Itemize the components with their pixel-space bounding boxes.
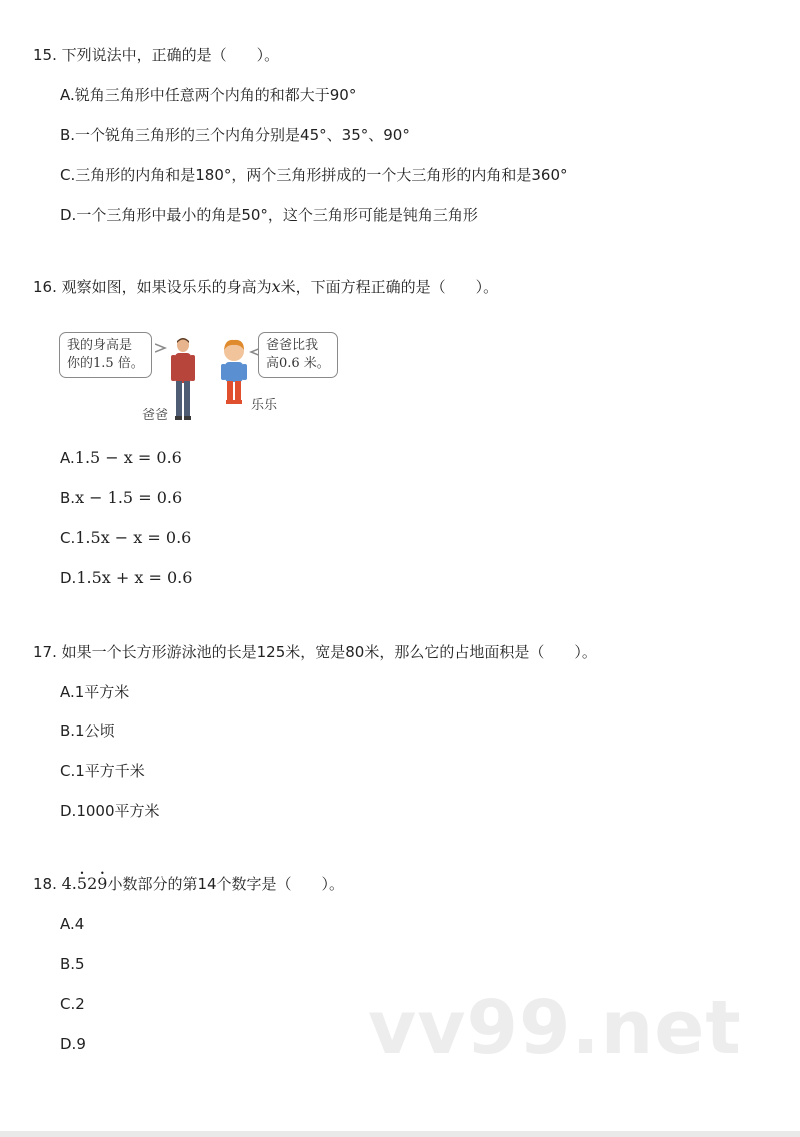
repeat-end-digit: • 9 (97, 874, 107, 894)
question-18-option-c[interactable]: C.2 (60, 995, 85, 1013)
question-18-stem (33, 874, 344, 894)
question-17-option-d[interactable]: D.1000平方米 (60, 802, 160, 820)
question-17-option-a[interactable]: A.1平方米 (60, 683, 130, 701)
option-equation: 1.5 − x = 0.6 (74, 448, 182, 467)
dad-label: 爸爸 (142, 408, 169, 423)
question-17-option-c[interactable]: C.1平方千米 (60, 762, 145, 780)
option-letter: C. (60, 529, 76, 547)
option-equation: 1.5x + x = 0.6 (76, 568, 193, 587)
question-18-option-a[interactable]: A.4 (60, 915, 85, 933)
option-letter: D. (60, 569, 77, 587)
option-equation: x − 1.5 = 0.6 (75, 488, 183, 507)
decimal-middle-digit: 2 (87, 874, 98, 893)
question-16-option-d[interactable] (60, 568, 192, 588)
option-equation: 1.5x − x = 0.6 (75, 528, 192, 547)
dad-bubble-line1: 我的身高是 (67, 338, 133, 353)
question-16-variable: x (271, 277, 281, 296)
question-15-option-b[interactable]: B.一个锐角三角形的三个内角分别是45°、35°、90° (60, 126, 410, 144)
question-15-stem: 15. 下列说法中，正确的是（ ）。 (33, 46, 280, 64)
question-18-stem-suffix: 小数部分的第14个数字是（ ）。 (107, 875, 345, 893)
kid-bubble-line1: 爸爸比我 (266, 338, 319, 353)
question-17-option-b[interactable]: B.1公顷 (60, 722, 115, 740)
question-17-stem: 17. 如果一个长方形游泳池的长是125米，宽是80米，那么它的占地面积是（ ）。 (33, 643, 597, 661)
watermark: vv99.net (368, 985, 742, 1071)
question-15-option-a[interactable]: A.锐角三角形中任意两个内角的和都大于90° (60, 86, 357, 104)
page-bottom-edge (0, 1131, 800, 1137)
question-18-option-d[interactable]: D.9 (60, 1035, 86, 1053)
kid-label: 乐乐 (251, 398, 278, 413)
dad-speech-bubble (59, 332, 152, 378)
option-letter: A. (60, 449, 75, 467)
dad-figure-icon (167, 336, 199, 422)
decimal-integer-part: 4. (61, 874, 77, 893)
repeating-decimal (62, 874, 108, 893)
repeat-start-digit: • 5 (77, 874, 87, 894)
question-15-option-c[interactable]: C.三角形的内角和是180°，两个三角形拼成的一个大三角形的内角和是360° (60, 166, 568, 184)
question-16-stem-prefix: 16. 观察如图，如果设乐乐的身高为 (33, 278, 272, 296)
dad-bubble-line2: 你的1.5 倍。 (67, 356, 144, 371)
question-16-option-a[interactable] (60, 448, 182, 468)
kid-speech-bubble (258, 332, 338, 378)
question-15-option-d[interactable]: D.一个三角形中最小的角是50°，这个三角形可能是钝角三角形 (60, 206, 478, 224)
question-16-option-c[interactable] (60, 528, 191, 548)
question-16-stem (33, 277, 498, 297)
question-18-option-b[interactable]: B.5 (60, 955, 85, 973)
question-18-number: 18. (33, 875, 62, 893)
kid-bubble-line2: 高0.6 米。 (266, 356, 330, 371)
question-16-stem-suffix: 米，下面方程正确的是（ ）。 (280, 278, 499, 296)
question-16-option-b[interactable] (60, 488, 182, 508)
option-letter: B. (60, 489, 76, 507)
question-16-figure (55, 322, 355, 432)
